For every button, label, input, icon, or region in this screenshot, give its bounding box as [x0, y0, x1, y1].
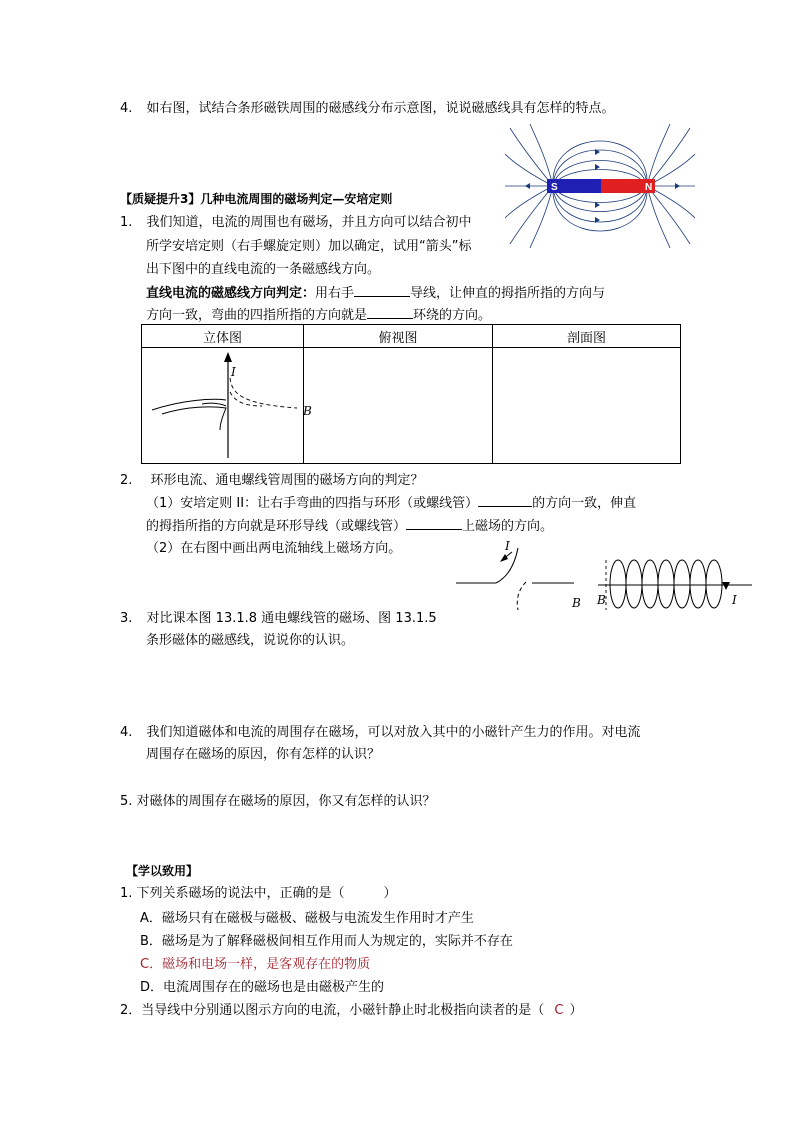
- question-number: 2.: [120, 473, 133, 488]
- straight-current-3d-figure: [142, 348, 322, 462]
- south-pole-label: S: [551, 182, 558, 193]
- cell-top-view[interactable]: [304, 348, 493, 464]
- question-3-line2: 条形磁体的磁感线，说说你的认识。: [146, 633, 355, 648]
- part1-text-a: （1）安培定则 II：让右手弯曲的四指与环形（或螺线管）: [146, 496, 479, 511]
- question-number: 3.: [120, 611, 133, 626]
- mc1-option-b[interactable]: B．磁场是为了解释磁极间相互作用而人为规定的，实际并不存在: [140, 934, 513, 949]
- loop-and-solenoid-figure: [456, 538, 756, 610]
- mc1-option-c[interactable]: C．磁场和电场一样，是客观存在的物质: [140, 957, 371, 972]
- loop-current-label: I: [505, 539, 510, 553]
- question-2-part1-line2: [146, 517, 553, 536]
- solenoid-field-label: B: [597, 593, 606, 607]
- question-1-line3: 出下图中的直线电流的一条磁感线方向。: [146, 262, 381, 277]
- rule-label: 直线电流的磁感线方向判定：: [146, 286, 316, 301]
- fill-blank[interactable]: [354, 284, 410, 297]
- cell-section-view[interactable]: [493, 348, 681, 464]
- question-1-line2: 所学安培定则（右手螺旋定则）加以确定，试用“箭头”标: [146, 239, 472, 254]
- part1-text-b: 的方向一致，伸直: [532, 496, 637, 511]
- fill-blank[interactable]: [406, 517, 462, 530]
- straight-current-rule-line1: [146, 284, 605, 303]
- part1-text-c: 的拇指所指的方向就是环形导线（或螺线管）: [146, 519, 407, 534]
- mc1-option-a[interactable]: A．磁场只有在磁极与磁极、磁极与电流发生作用时才产生: [140, 911, 474, 926]
- solenoid-current-label: I: [732, 593, 737, 607]
- question-2-title: [120, 472, 424, 490]
- question-text: 如右图，试结合条形磁铁周围的磁感线分布示意图，说说磁感线具有怎样的特点。: [146, 101, 615, 116]
- question-text: 我们知道磁体和电流的周围存在磁场，可以对放入其中的小磁针产生力的作用。对电流: [146, 725, 641, 740]
- question-4-top: [120, 100, 615, 118]
- field-label-b: B: [303, 404, 312, 418]
- straight-current-rule-line2: [146, 306, 491, 325]
- north-pole-label: N: [645, 182, 653, 193]
- rule-text-c: 方向一致，弯曲的四指所指的方向就是: [146, 308, 368, 323]
- header-section-view: 剖面图: [493, 325, 681, 348]
- mc2-stem: [120, 1002, 583, 1020]
- question-5: 5. 对磁体的周围存在磁场的原因，你又有怎样的认识？: [120, 794, 436, 809]
- fill-blank[interactable]: [478, 494, 532, 507]
- question-number: 1.: [120, 215, 133, 230]
- header-3d-view: 立体图: [142, 325, 304, 348]
- header-top-view: 俯视图: [304, 325, 493, 348]
- fill-blank[interactable]: [367, 306, 413, 319]
- question-text: 对比课本图 13.1.8 通电螺线管的磁场、图 13.1.5: [146, 611, 437, 626]
- bar-magnet-field-figure: [505, 124, 695, 248]
- section-3-title: 【质疑提升3】几种电流周围的磁场判定—安培定则: [120, 192, 393, 206]
- question-4b-line1: [120, 724, 641, 742]
- question-4b-line2: 周围存在磁场的原因，你有怎样的认识？: [146, 747, 381, 762]
- question-text: 环形电流、通电螺线管周围的磁场方向的判定？: [150, 473, 424, 488]
- question-1-line1: [120, 214, 472, 232]
- apply-section-title: 【学以致用】: [126, 864, 199, 878]
- rule-text-d: 环绕的方向。: [413, 308, 492, 323]
- question-2-part1-line1: [146, 494, 636, 513]
- current-label-i: I: [231, 365, 236, 379]
- question-number: 4.: [120, 101, 133, 116]
- mc2-close: ）: [569, 1003, 583, 1018]
- loop-field-label: B: [572, 596, 581, 610]
- mc1-option-d[interactable]: D．电流周围存在的磁场也是由磁极产生的: [140, 980, 385, 995]
- question-2-part2: （2）在右图中画出两电流轴线上磁场方向。: [146, 541, 402, 556]
- question-text: 我们知道，电流的周围也有磁场，并且方向可以结合初中: [146, 215, 472, 230]
- mc1-stem: 1. 下列关系磁场的说法中，正确的是（ ）: [120, 886, 397, 901]
- mc2-answer: C: [554, 1003, 564, 1018]
- question-number: 4.: [120, 725, 133, 740]
- rule-text-b: 导线，让伸直的拇指所指的方向与: [410, 286, 606, 301]
- mc2-stem-text: 2．当导线中分别通以图示方向的电流，小磁针静止时北极指向读者的是（: [120, 1003, 545, 1018]
- rule-text-a: 用右手: [315, 286, 355, 301]
- question-3-line1: [120, 610, 437, 628]
- part1-text-d: 上磁场的方向。: [462, 519, 554, 534]
